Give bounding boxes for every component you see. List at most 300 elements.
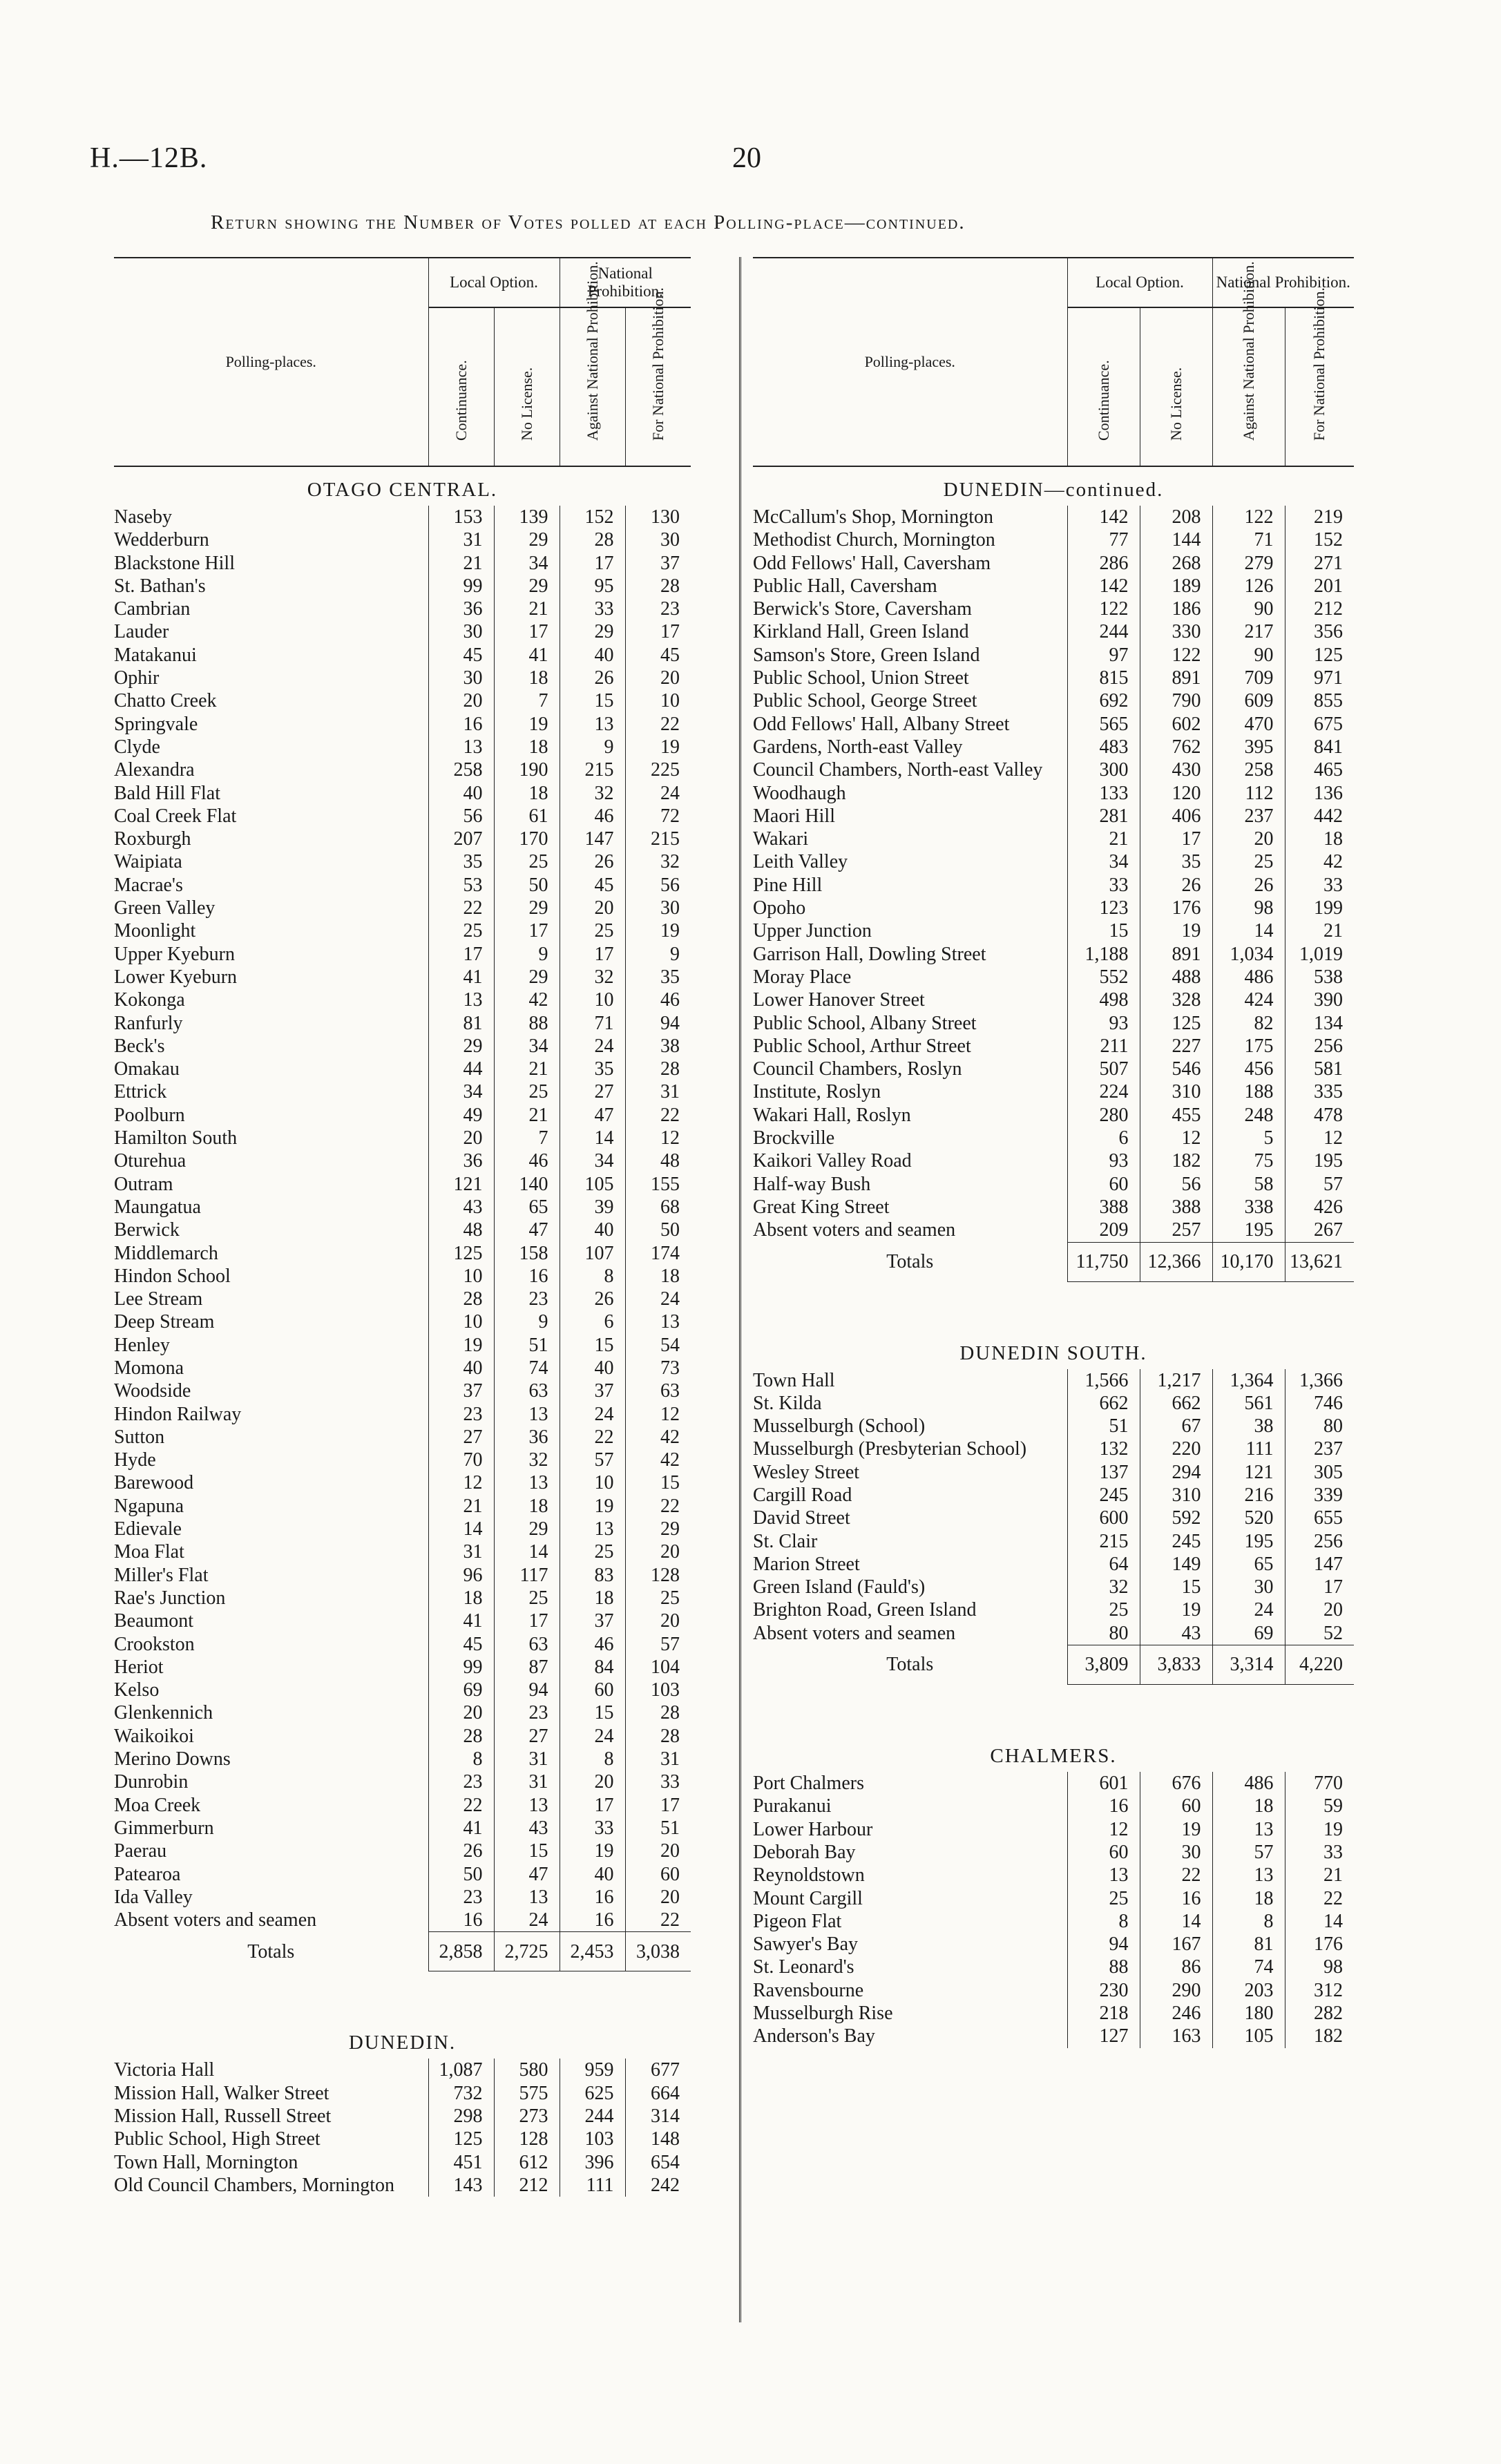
table-row [114, 713, 691, 736]
continuance-value: 8 [428, 1748, 494, 1770]
for-value: 128 [625, 1564, 691, 1587]
against-value: 58 [1212, 1173, 1285, 1196]
table-row [114, 1794, 691, 1817]
no-license-value: 268 [1140, 552, 1212, 575]
for-value: 971 [1285, 667, 1354, 689]
against-value: 18 [1212, 1887, 1285, 1910]
continuance-value: 14 [428, 1518, 494, 1540]
place-label: Absent voters and seamen [753, 1623, 956, 1645]
polling-place-name [114, 575, 428, 598]
no-license-value: 182 [1140, 1149, 1212, 1172]
table-row [114, 1334, 691, 1357]
no-license-value: 25 [494, 1080, 560, 1103]
table-row [114, 1449, 691, 1471]
continuance-value: 20 [428, 689, 494, 712]
continuance-value: 70 [428, 1449, 494, 1471]
no-license-value: 18 [494, 667, 560, 689]
place-label: Moonlight [114, 920, 196, 942]
continuance-header: Continuance. [1067, 307, 1140, 466]
against-value: 105 [560, 1173, 625, 1196]
place-label: Pine Hill [753, 874, 823, 896]
no-license-value: 330 [1140, 620, 1212, 643]
against-value: 74 [1212, 1956, 1285, 1978]
for-value: 35 [625, 966, 691, 989]
against-value: 10 [560, 989, 625, 1011]
place-label: Council Chambers, Roslyn [753, 1058, 962, 1080]
against-value: 29 [560, 620, 625, 643]
no-license-value: 310 [1140, 1080, 1212, 1103]
place-label: St. Bathan's [114, 575, 206, 597]
against-value: 8 [1212, 1910, 1285, 1933]
against-value: 15 [560, 1701, 625, 1724]
continuance-value: 53 [428, 874, 494, 897]
table-row [753, 575, 1354, 598]
against-value: 26 [560, 850, 625, 873]
continuance-value: 41 [428, 966, 494, 989]
report-code: H.—12B. [90, 142, 208, 174]
continuance-value: 30 [428, 620, 494, 643]
total-continuance: 3,809 [1067, 1645, 1140, 1685]
table-row [753, 1933, 1354, 1956]
for-value: 219 [1285, 506, 1354, 528]
no-license-value: 762 [1140, 736, 1212, 758]
no-license-value: 144 [1140, 528, 1212, 551]
for-value: 125 [1285, 644, 1354, 667]
table-row [753, 919, 1354, 942]
polling-place-name [114, 850, 428, 873]
for-value: 12 [625, 1127, 691, 1149]
continuance-value: 552 [1067, 966, 1140, 989]
place-label: Clyde [114, 736, 160, 758]
continuance-value: 22 [428, 897, 494, 919]
table-row [753, 1530, 1354, 1553]
table-row [114, 1840, 691, 1862]
polling-place-name [114, 1449, 428, 1471]
against-value: 248 [1212, 1104, 1285, 1127]
continuance-value: 99 [428, 575, 494, 598]
no-license-value: 29 [494, 1518, 560, 1540]
place-label: Dunrobin [114, 1771, 189, 1793]
against-value: 26 [560, 1288, 625, 1310]
table-row [114, 506, 691, 528]
continuance-value: 1,087 [428, 2059, 494, 2081]
for-value: 215 [625, 828, 691, 850]
place-label: Beck's [114, 1035, 165, 1057]
table-row [753, 620, 1354, 643]
table-row [114, 2174, 691, 2197]
for-value: 98 [1285, 1956, 1354, 1978]
for-value: 60 [625, 1863, 691, 1886]
for-value: 30 [625, 528, 691, 551]
against-value: 237 [1212, 805, 1285, 828]
continuance-value: 300 [1067, 758, 1140, 781]
polling-place-name [753, 1864, 1067, 1887]
table-row [753, 1149, 1354, 1172]
place-label: Bald Hill Flat [114, 782, 220, 804]
continuance-value: 211 [1067, 1035, 1140, 1058]
place-label: Reynoldstown [753, 1864, 865, 1887]
no-license-value: 15 [1140, 1576, 1212, 1598]
place-label: Public Hall, Caversham [753, 575, 937, 597]
for-value: 104 [625, 1656, 691, 1679]
no-license-value: 17 [494, 1610, 560, 1632]
no-license-value: 18 [494, 1495, 560, 1518]
against-value: 16 [560, 1909, 625, 1932]
table-row [114, 644, 691, 667]
place-label: Woodside [114, 1380, 191, 1402]
continuance-value: 28 [428, 1725, 494, 1748]
place-label: Samson's Store, Green Island [753, 644, 980, 666]
no-license-value: 891 [1140, 667, 1212, 689]
no-license-value: 34 [494, 552, 560, 575]
no-license-value: 186 [1140, 598, 1212, 620]
polling-place-name [753, 736, 1067, 758]
against-value: 195 [1212, 1530, 1285, 1553]
continuance-value: 133 [1067, 782, 1140, 805]
continuance-value: 692 [1067, 689, 1140, 712]
for-value: 465 [1285, 758, 1354, 781]
section-title: DUNEDIN. [348, 2032, 457, 2054]
no-license-value: 94 [494, 1679, 560, 1701]
no-license-value: 74 [494, 1357, 560, 1379]
against-value: 147 [560, 828, 625, 850]
against-value: 18 [560, 1587, 625, 1610]
against-value: 195 [1212, 1219, 1285, 1242]
table-row [753, 874, 1354, 897]
continuance-value: 30 [428, 667, 494, 689]
table-row [114, 1035, 691, 1058]
table-row [753, 1438, 1354, 1460]
table-row [753, 1772, 1354, 1795]
table-row [114, 1058, 691, 1080]
no-license-value: 63 [494, 1633, 560, 1656]
for-value: 339 [1285, 1484, 1354, 1507]
table-row [753, 1369, 1354, 1392]
no-license-value: 29 [494, 528, 560, 551]
for-value: 152 [1285, 528, 1354, 551]
polling-place-name [753, 528, 1067, 551]
continuance-value: 15 [1067, 919, 1140, 942]
place-label: Purakanui [753, 1795, 832, 1817]
place-label: Paerau [114, 1840, 167, 1862]
polling-place-name [114, 528, 428, 551]
against-value: 13 [560, 1518, 625, 1540]
place-label: Moa Flat [114, 1541, 184, 1563]
place-label: Edievale [114, 1518, 182, 1540]
total-for: 4,220 [1285, 1645, 1354, 1685]
for-value: 390 [1285, 989, 1354, 1011]
against-value: 46 [560, 1633, 625, 1656]
no-license-value: 34 [494, 1035, 560, 1058]
no-license-value: 273 [494, 2105, 560, 2128]
for-value: 22 [1285, 1887, 1354, 1910]
against-value: 456 [1212, 1058, 1285, 1080]
for-value: 271 [1285, 552, 1354, 575]
polling-place-name [114, 1058, 428, 1080]
against-value: 14 [560, 1127, 625, 1149]
table-row [114, 689, 691, 712]
polling-place-name [753, 1392, 1067, 1415]
table-row [114, 1564, 691, 1587]
right-table-column [753, 257, 1354, 2048]
against-value: 32 [560, 782, 625, 805]
polling-place-name [753, 1415, 1067, 1438]
for-value: 746 [1285, 1392, 1354, 1415]
continuance-value: 125 [428, 1242, 494, 1265]
against-value: 111 [1212, 1438, 1285, 1460]
for-value: 305 [1285, 1461, 1354, 1484]
polling-place-name [114, 1794, 428, 1817]
continuance-value: 244 [1067, 620, 1140, 643]
polling-place-name [114, 1840, 428, 1862]
table-row [753, 1887, 1354, 1910]
no-license-value: 120 [1140, 782, 1212, 805]
for-value: 1,366 [1285, 1369, 1354, 1392]
polling-place-name [753, 1461, 1067, 1484]
against-value: 90 [1212, 644, 1285, 667]
continuance-value: 10 [428, 1310, 494, 1333]
continuance-value: 43 [428, 1196, 494, 1219]
no-license-value: 328 [1140, 989, 1212, 1011]
polling-place-name [753, 1841, 1067, 1864]
for-value: 22 [625, 1495, 691, 1518]
for-value: 312 [1285, 1979, 1354, 2002]
no-license-value: 24 [494, 1909, 560, 1932]
place-label: Half-way Bush [753, 1173, 871, 1195]
against-value: 121 [1212, 1461, 1285, 1484]
polling-place-name [753, 1818, 1067, 1841]
continuance-value: 280 [1067, 1104, 1140, 1127]
for-value: 25 [625, 1587, 691, 1610]
table-row [753, 1910, 1354, 1933]
against-value: 40 [560, 1863, 625, 1886]
against-value: 37 [560, 1379, 625, 1402]
polling-place-name [753, 1438, 1067, 1460]
polling-place-name [114, 1564, 428, 1587]
table-row [114, 1104, 691, 1127]
against-value: 152 [560, 506, 625, 528]
table-row [114, 850, 691, 873]
section-heading-row [753, 1733, 1354, 1772]
polling-place-name [753, 1035, 1067, 1058]
table-row [114, 1265, 691, 1288]
place-label: Barewood [114, 1472, 194, 1494]
table-row [114, 736, 691, 758]
continuance-value: 93 [1067, 1149, 1140, 1172]
against-value: 25 [560, 919, 625, 942]
polling-places-header: Polling-places. [753, 258, 1067, 466]
table-row [114, 1149, 691, 1172]
totals-label: Totals [886, 1250, 934, 1272]
total-no-license: 12,366 [1140, 1242, 1212, 1281]
table-row [114, 1219, 691, 1241]
polling-place-name [114, 1012, 428, 1035]
against-header: Against National Prohibition. [560, 307, 625, 466]
polling-place-name [753, 1484, 1067, 1507]
place-label: Public School, George Street [753, 690, 977, 712]
continuance-value: 37 [428, 1379, 494, 1402]
for-value: 59 [1285, 1795, 1354, 1817]
polling-place-name [114, 1310, 428, 1333]
continuance-value: 36 [428, 1149, 494, 1172]
for-value: 13 [625, 1310, 691, 1333]
totals-row [753, 1645, 1354, 1685]
continuance-value: 60 [1067, 1173, 1140, 1196]
for-value: 33 [625, 1770, 691, 1793]
for-value: 52 [1285, 1622, 1354, 1645]
for-value: 48 [625, 1149, 691, 1172]
continuance-value: 96 [428, 1564, 494, 1587]
continuance-value: 21 [428, 552, 494, 575]
against-value: 71 [1212, 528, 1285, 551]
continuance-value: 23 [428, 1770, 494, 1793]
polling-place-name [114, 828, 428, 850]
no-license-value: 50 [494, 874, 560, 897]
table-row [114, 528, 691, 551]
polling-place-name [114, 1748, 428, 1770]
against-value: 105 [1212, 2025, 1285, 2047]
for-value: 37 [625, 552, 691, 575]
polling-place-name [114, 1104, 428, 1127]
no-license-value: 891 [1140, 943, 1212, 966]
table-row [753, 1795, 1354, 1817]
polling-place-name [753, 897, 1067, 919]
continuance-value: 12 [1067, 1818, 1140, 1841]
polling-place-name [753, 1369, 1067, 1392]
place-label: Glenkennich [114, 1702, 213, 1724]
table-row [753, 828, 1354, 850]
no-license-value: 212 [494, 2174, 560, 2197]
against-value: 338 [1212, 1196, 1285, 1219]
polling-place-name [753, 943, 1067, 966]
against-header: Against National Prohibition. [1212, 307, 1285, 466]
for-value: 335 [1285, 1080, 1354, 1103]
no-license-value: 23 [494, 1288, 560, 1310]
continuance-value: 27 [428, 1426, 494, 1449]
no-license-value: 125 [1140, 1012, 1212, 1035]
no-license-value: 13 [494, 1403, 560, 1426]
for-header: For National Prohibition. [1285, 307, 1354, 466]
polling-place-name [114, 1080, 428, 1103]
place-label: Rae's Junction [114, 1587, 226, 1609]
no-license-value: 122 [1140, 644, 1212, 667]
against-value: 709 [1212, 667, 1285, 689]
against-value: 28 [560, 528, 625, 551]
continuance-value: 88 [1067, 1956, 1140, 1978]
against-value: 609 [1212, 689, 1285, 712]
polling-place-name [753, 1553, 1067, 1576]
continuance-value: 137 [1067, 1461, 1140, 1484]
for-value: 73 [625, 1357, 691, 1379]
local-option-header: Local Option. [428, 258, 560, 307]
polling-place-name [753, 2025, 1067, 2047]
no-license-value: 189 [1140, 575, 1212, 598]
against-value: 188 [1212, 1080, 1285, 1103]
table-row [753, 1219, 1354, 1242]
against-value: 65 [1212, 1553, 1285, 1576]
place-label: Marion Street [753, 1553, 860, 1575]
no-license-value: 15 [494, 1840, 560, 1862]
table-row [114, 620, 691, 643]
place-label: Ophir [114, 667, 160, 689]
place-label: Cambrian [114, 598, 191, 620]
no-license-value: 29 [494, 575, 560, 598]
polling-place-name [114, 1149, 428, 1172]
table-row [753, 1484, 1354, 1507]
place-label: Hindon Railway [114, 1403, 242, 1425]
against-value: 26 [1212, 874, 1285, 897]
no-license-value: 14 [494, 1540, 560, 1563]
against-value: 15 [560, 689, 625, 712]
table-row [114, 1909, 691, 1932]
for-value: 134 [1285, 1012, 1354, 1035]
place-label: Upper Kyeburn [114, 943, 235, 965]
polling-place-name [753, 782, 1067, 805]
for-value: 21 [1285, 1864, 1354, 1887]
against-value: 216 [1212, 1484, 1285, 1507]
no-license-value: 128 [494, 2128, 560, 2150]
polling-place-name [753, 1196, 1067, 1219]
polling-place-name [114, 689, 428, 712]
no-license-value: 25 [494, 1587, 560, 1610]
place-label: Lower Hanover Street [753, 989, 925, 1011]
for-value: 10 [625, 689, 691, 712]
against-value: 40 [560, 1357, 625, 1379]
continuance-value: 1,188 [1067, 943, 1140, 966]
against-value: 46 [560, 805, 625, 828]
continuance-value: 50 [428, 1863, 494, 1886]
table-row [114, 1495, 691, 1518]
polling-place-name [114, 713, 428, 736]
place-label: Momona [114, 1357, 184, 1379]
place-label: Poolburn [114, 1104, 185, 1126]
table-row [114, 1679, 691, 1701]
for-value: 57 [625, 1633, 691, 1656]
no-license-value: 67 [1140, 1415, 1212, 1438]
polling-place-name [753, 1910, 1067, 1933]
no-license-value: 23 [494, 1701, 560, 1724]
table-row [114, 1656, 691, 1679]
section-heading-row [753, 466, 1354, 506]
place-label: Brockville [753, 1127, 835, 1149]
place-label: Heriot [114, 1656, 164, 1678]
no-license-value: 22 [1140, 1864, 1212, 1887]
polling-place-name [114, 1701, 428, 1724]
total-for: 13,621 [1285, 1242, 1354, 1281]
continuance-value: 209 [1067, 1219, 1140, 1242]
against-value: 5 [1212, 1127, 1285, 1149]
polling-place-name [114, 1265, 428, 1288]
place-label: Springvale [114, 713, 198, 735]
table-row [753, 943, 1354, 966]
place-label: Town Hall, Mornington [114, 2151, 298, 2173]
place-label: Beaumont [114, 1610, 194, 1632]
no-license-value: 30 [1140, 1841, 1212, 1864]
table-row [753, 1622, 1354, 1645]
continuance-value: 35 [428, 850, 494, 873]
continuance-value: 20 [428, 1127, 494, 1149]
against-value: 69 [1212, 1622, 1285, 1645]
table-row [114, 1310, 691, 1333]
no-license-value: 41 [494, 644, 560, 667]
table-row [114, 667, 691, 689]
polling-place-name [114, 1656, 428, 1679]
continuance-value: 483 [1067, 736, 1140, 758]
no-license-value: 35 [1140, 850, 1212, 873]
no-license-header: No License. [494, 307, 560, 466]
against-value: 45 [560, 874, 625, 897]
for-value: 237 [1285, 1438, 1354, 1460]
